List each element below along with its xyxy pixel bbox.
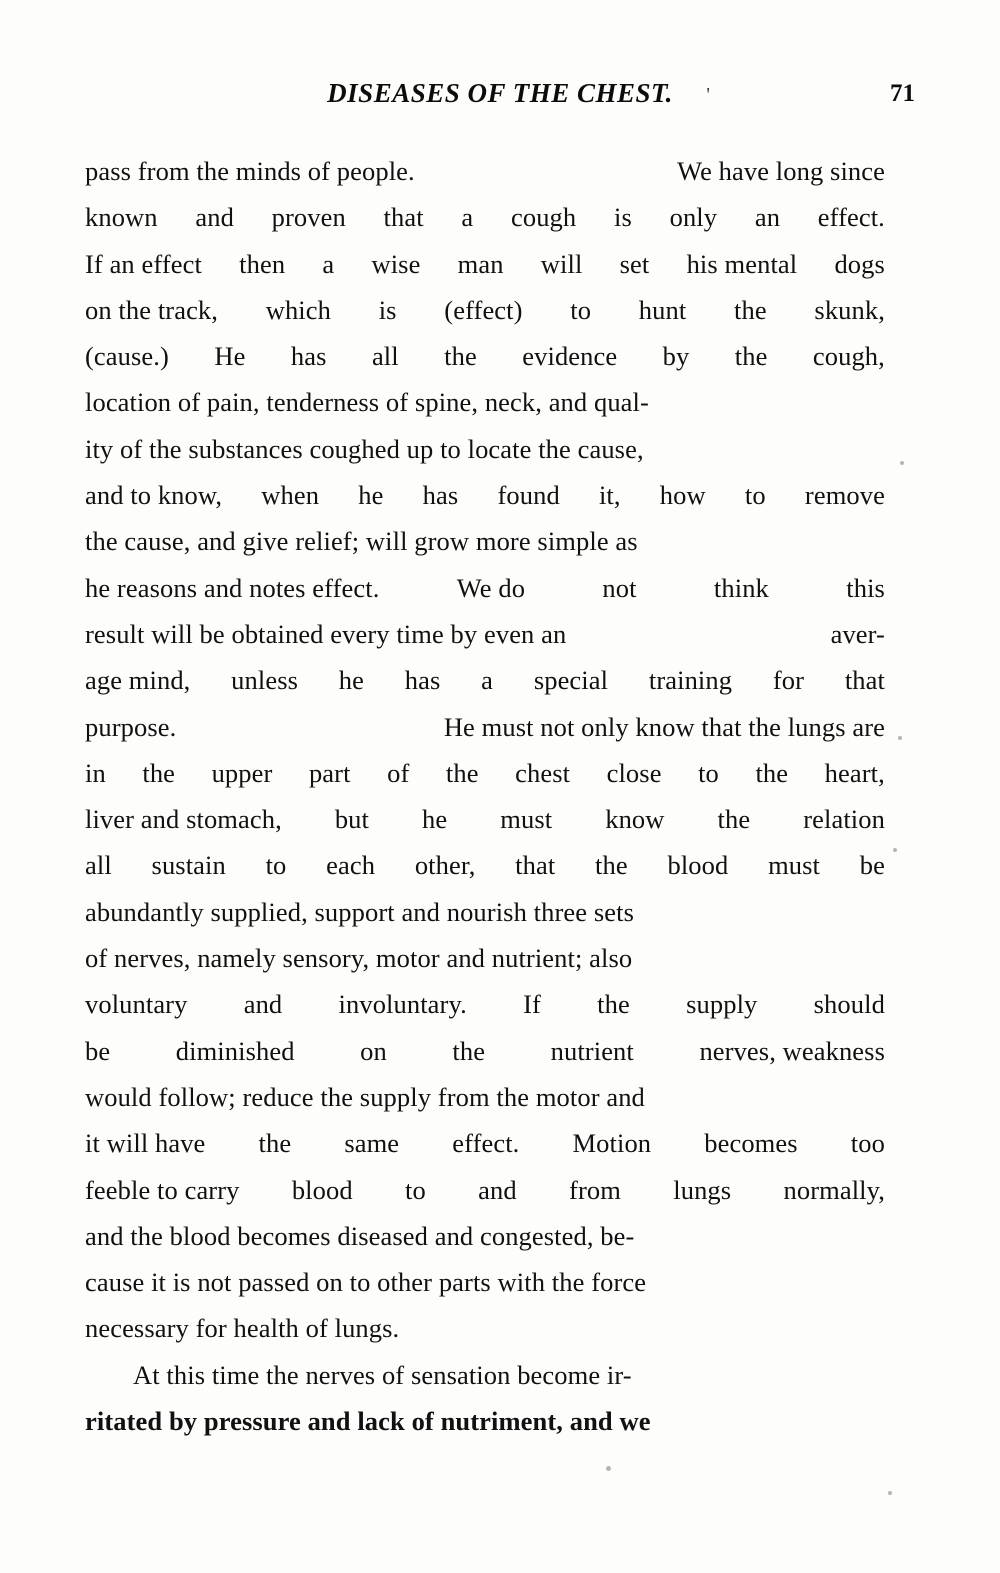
print-speck: [900, 461, 904, 465]
text-token: and: [478, 1174, 517, 1205]
text-token: cough: [511, 202, 577, 233]
text-token: same: [344, 1128, 400, 1159]
text-line: ity of the substances coughed up to locate the cause,: [85, 433, 644, 464]
text-token: If: [523, 989, 541, 1020]
text-token: becomes: [704, 1128, 798, 1159]
text-token: and: [195, 202, 234, 233]
text-token: must: [768, 850, 821, 881]
text-token: chest: [515, 757, 571, 788]
text-token: feeble to carry: [85, 1174, 240, 1205]
text-token: that: [383, 202, 424, 233]
text-token: he: [422, 804, 448, 835]
text-token: the: [734, 294, 767, 325]
text-token: from: [569, 1174, 621, 1205]
text-token: close: [606, 757, 662, 788]
text-token: by: [662, 341, 690, 372]
text-token: blood: [667, 850, 729, 881]
text-token: all: [371, 341, 399, 372]
running-title: DISEASES OF THE CHEST.: [327, 78, 673, 108]
text-token: He: [214, 341, 246, 372]
text-token: wise: [371, 248, 421, 279]
text-token: how: [659, 480, 706, 511]
text-line: cause it is not passed on to other parts with the force: [85, 1267, 647, 1298]
text-token: the: [445, 757, 479, 788]
text-token: is: [378, 294, 397, 325]
text-token: the: [452, 1035, 486, 1066]
text-token: dogs: [834, 248, 885, 279]
text-token: relation: [803, 804, 885, 835]
text-token: set: [619, 248, 650, 279]
text-token: the: [734, 341, 768, 372]
text-token: nerves, weakness: [699, 1035, 885, 1066]
text-token: and: [243, 989, 283, 1020]
text-token: cough,: [812, 341, 885, 372]
text-token: only: [669, 202, 718, 233]
text-token: the: [755, 757, 789, 788]
text-token: pass from the minds of people.: [85, 156, 415, 186]
text-token: upper: [211, 757, 273, 788]
text-token: the: [717, 804, 751, 835]
text-token: he reasons and notes effect.: [85, 572, 380, 603]
text-token: nutrient: [550, 1035, 634, 1066]
text-token: the: [597, 989, 630, 1020]
text-line: would follow; reduce the supply from the motor and: [85, 1081, 645, 1112]
text-token: unless: [231, 665, 299, 696]
text-token: If an effect: [85, 248, 202, 279]
page-number: 71: [890, 80, 915, 107]
text-token: to: [698, 757, 719, 788]
text-token: not: [602, 572, 637, 603]
text-line: of nerves, namely sensory, motor and nutrient; also: [85, 943, 633, 974]
text-token: skunk,: [814, 294, 885, 325]
text-token: has: [422, 480, 459, 511]
text-token: be: [85, 1035, 111, 1066]
text-line: [85, 842, 885, 888]
text-token: which: [265, 294, 331, 325]
text-line: [85, 241, 885, 287]
text-line: [85, 472, 885, 518]
text-token: for: [772, 665, 805, 696]
text-token: he: [338, 665, 365, 696]
text-token: a: [461, 202, 474, 233]
text-line: [85, 704, 885, 750]
text-token: known: [85, 202, 158, 233]
text-token: liver and stomach,: [85, 804, 282, 835]
text-token: to: [265, 850, 287, 881]
text-token: supply: [686, 989, 758, 1020]
text-line: At this time the nerves of sensation become ir-: [133, 1359, 632, 1390]
text-token: (cause.): [85, 341, 169, 372]
header-mark: ': [706, 84, 710, 106]
body-text: [85, 148, 885, 1444]
text-line: and the blood becomes diseased and congested, be-: [85, 1220, 635, 1251]
text-token: diminished: [175, 1035, 295, 1066]
text-line: [85, 287, 885, 333]
text-line: [85, 611, 885, 657]
text-token: Motion: [572, 1128, 652, 1159]
text-line: [85, 1120, 885, 1166]
text-token: He must not only know that the lungs are: [443, 711, 885, 742]
text-token: a: [322, 248, 335, 279]
text-token: other,: [414, 850, 476, 881]
text-token: but: [334, 804, 369, 835]
text-token: evidence: [522, 341, 618, 372]
text-token: all: [85, 850, 112, 881]
text-token: to: [570, 294, 592, 325]
text-token: to: [744, 480, 766, 511]
text-token: normally,: [783, 1174, 885, 1205]
text-line: location of pain, tenderness of spine, neck, and qual-: [85, 387, 649, 418]
text-line: the cause, and give relief; will grow more simple as: [85, 526, 638, 557]
text-token: result will be obtained every time by even an: [85, 618, 567, 649]
text-token: We do: [456, 572, 526, 603]
text-token: involuntary.: [338, 989, 467, 1020]
text-token: a: [481, 665, 494, 696]
text-token: blood: [291, 1174, 353, 1205]
paragraph: [85, 148, 885, 1352]
text-line: [85, 565, 885, 611]
text-line: [85, 1167, 885, 1213]
text-token: it,: [598, 480, 621, 511]
text-token: on the track,: [85, 294, 219, 325]
text-token: it will have: [85, 1128, 206, 1159]
text-token: must: [500, 804, 553, 835]
text-token: is: [613, 202, 632, 233]
text-token: he: [358, 480, 384, 511]
text-token: will: [540, 248, 583, 279]
text-token: remove: [804, 480, 885, 511]
text-token: hunt: [638, 294, 687, 325]
print-speck: [893, 848, 897, 852]
text-token: proven: [271, 202, 346, 233]
text-token: heart,: [824, 757, 885, 788]
text-token: on: [360, 1035, 387, 1066]
text-token: voluntary: [85, 989, 188, 1020]
text-token: that: [515, 850, 556, 881]
text-token: training: [648, 665, 733, 696]
text-line: necessary for health of lungs.: [85, 1313, 400, 1344]
text-line: [85, 796, 885, 842]
text-token: aver-: [830, 618, 885, 649]
text-token: We have long since: [677, 156, 885, 186]
text-token: be: [859, 850, 885, 881]
text-token: has: [290, 341, 327, 372]
text-line: [85, 148, 885, 194]
print-speck: [898, 736, 902, 740]
text-line: [85, 657, 885, 703]
text-line: [85, 194, 885, 240]
text-token: to: [405, 1174, 426, 1205]
text-line: [85, 981, 885, 1027]
text-token: the: [142, 757, 176, 788]
text-line: [85, 1028, 885, 1074]
text-token: the: [444, 341, 477, 372]
text-token: too: [850, 1128, 885, 1159]
print-speck: [606, 1466, 611, 1471]
text-token: part: [308, 757, 351, 788]
text-token: know: [605, 804, 665, 835]
text-token: purpose.: [85, 711, 177, 742]
text-token: age mind,: [85, 665, 191, 696]
text-token: effect.: [452, 1128, 520, 1159]
text-line: ritated by pressure and lack of nutriment, and we: [85, 1406, 651, 1437]
text-token: lungs: [673, 1174, 732, 1205]
text-line: [85, 333, 885, 379]
text-token: that: [844, 665, 885, 696]
text-token: should: [813, 989, 885, 1020]
text-token: has: [404, 665, 441, 696]
text-token: (effect): [444, 294, 523, 325]
paragraph: [85, 1352, 885, 1445]
text-token: special: [533, 665, 609, 696]
print-speck: [888, 1491, 892, 1495]
text-token: then: [239, 248, 286, 279]
text-token: when: [261, 480, 320, 511]
text-token: each: [326, 850, 376, 881]
text-token: the: [595, 850, 628, 881]
text-token: an: [754, 202, 781, 233]
text-token: the: [258, 1128, 292, 1159]
text-token: sustain: [151, 850, 226, 881]
text-token: this: [846, 572, 885, 603]
text-line: [85, 750, 885, 796]
page-header: [85, 78, 915, 118]
text-token: effect.: [817, 202, 885, 233]
text-token: think: [713, 572, 769, 603]
text-line: abundantly supplied, support and nourish three sets: [85, 896, 634, 927]
text-token: his mental: [686, 248, 798, 279]
text-token: and to know,: [85, 480, 223, 511]
text-token: found: [497, 480, 560, 511]
text-token: man: [457, 248, 504, 279]
text-token: in: [85, 757, 106, 788]
text-token: of: [387, 757, 410, 788]
